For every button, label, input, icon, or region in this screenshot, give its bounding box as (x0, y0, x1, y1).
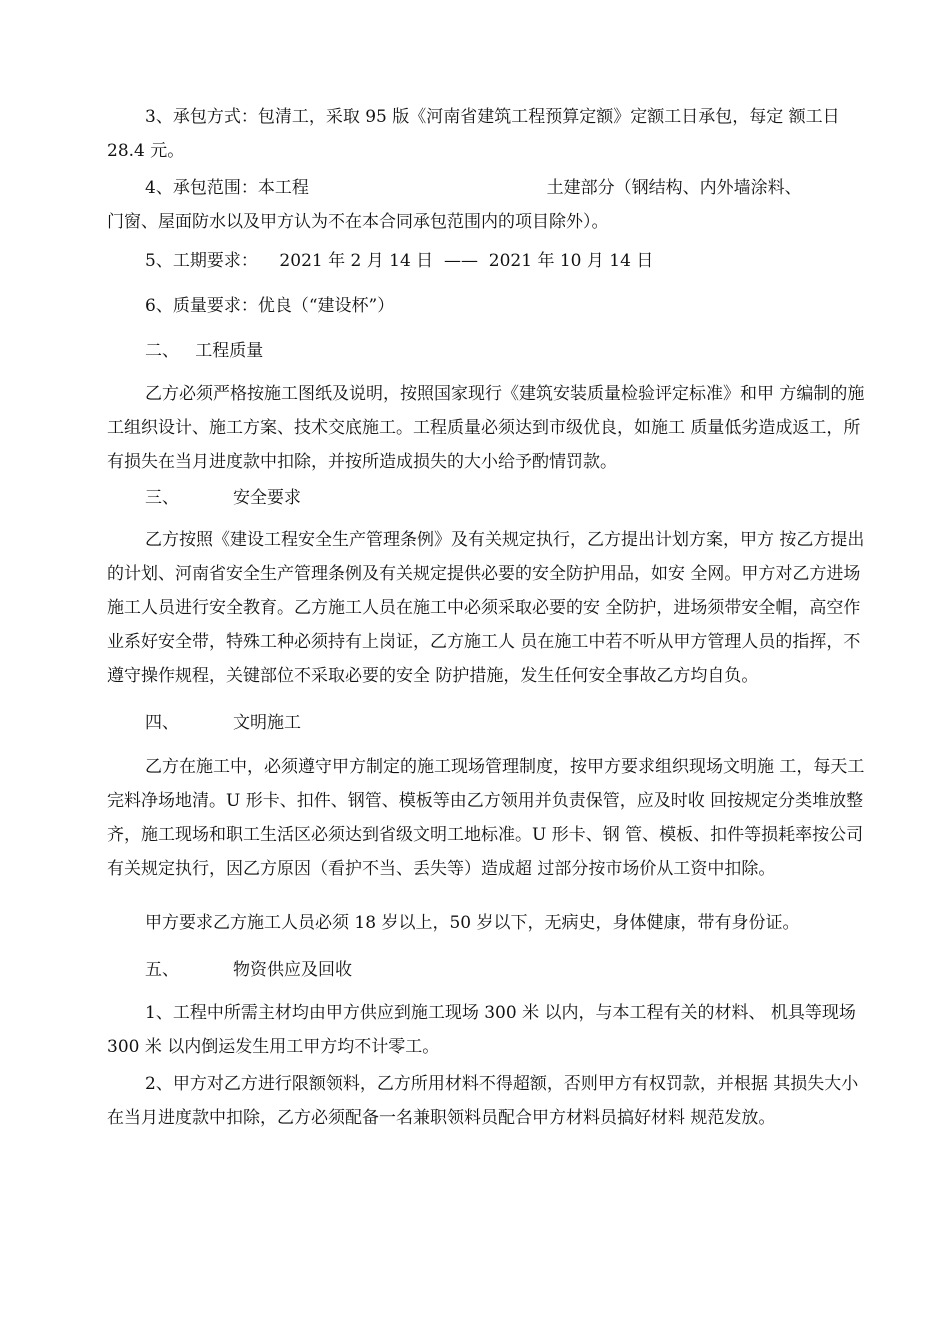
clause-4-line-2: 门窗、屋面防水以及甲方认为不在本合同承包范围内的项目除外）。 (107, 212, 609, 232)
clause-6-quality-requirement: 6、质量要求：优良（“建设杯”） (145, 296, 395, 316)
section-2-heading: 二、 工程质量 (145, 341, 264, 361)
section-4-heading: 四、 文明施工 (145, 713, 302, 733)
section-3-heading: 三、 安全要求 (145, 488, 302, 508)
clause-3-contract-method: 3、承包方式：包清工，采取 95 版《河南省建筑工程预算定额》定额工日承包，每定 额工日 28.4 元。 (107, 107, 840, 161)
clause-4-contract-scope (107, 171, 867, 239)
worker-requirements-text: 甲方要求乙方施工人员必须 18 岁以上，50 岁以下，无病史，身体健康，带有身份证。 (145, 913, 800, 933)
section-5-item-2: 2、甲方对乙方进行限额领料，乙方所用材料不得超额，否则甲方有权罚款，并根据 其损失大小在当月进度款中扣除，乙方必须配备一名兼职领料员配合甲方材料员搞好材料 规范发放。 (107, 1074, 859, 1128)
clause-5-schedule: 5、工期要求： 2021 年 2 月 14 日 —— 2021 年 10 月 14 日 (145, 251, 654, 271)
section-4-civilized-construction-text: 乙方在施工中，必须遵守甲方制定的施工现场管理制度，按甲方要求组织现场文明施 工，每天工完料净场地清。U 形卡、扣件、钢管、模板等由乙方领用并负责保管，应及时收 回按规定分类堆放整齐，施工现场和职工生活区必须达到省级文明工地标准。U 形卡、钢 管、模板、扣件等损耗率按公司有关规定执行，因乙方原因（看护不当、丢失等）造成超 过部分按市场价从工资中扣除。 (107, 757, 865, 879)
clause-4-line-1: 4、承包范围：本工程 土建部分（钢结构、内外墙涂料、 (145, 178, 802, 198)
section-5-item-1: 1、工程中所需主材均由甲方供应到施工现场 300 米 以内，与本工程有关的材料、 机具等现场 300 米 以内倒运发生用工甲方均不计零工。 (107, 1003, 856, 1057)
section-3-safety-text: 乙方按照《建设工程安全生产管理条例》及有关规定执行，乙方提出计划方案，甲方 按乙方提出的计划、河南省安全生产管理条例及有关规定提供必要的安全防护用品，如安 全网。甲方对乙方进场施工人员进行安全教育。乙方施工人员在施工中必须采取必要的安 全防护，进场须带安全帽，高空作业系好安全带，特殊工种必须持有上岗证，乙方施工人 员在施工中若不听从甲方管理人员的指挥，不遵守操作规程，关键部位不采取必要的安全 防护措施，发生任何安全事故乙方均自负。 (107, 530, 865, 686)
section-5-heading: 五、 物资供应及回收 (145, 960, 353, 980)
section-2-quality-text: 乙方必须严格按施工图纸及说明，按照国家现行《建筑安装质量检验评定标准》和甲 方编制的施工组织设计、施工方案、技术交底施工。工程质量必须达到市级优良，如施工 质量低劣造成返工，所有损失在当月进度款中扣除，并按所造成损失的大小给予酌情罚款。 (107, 384, 865, 472)
